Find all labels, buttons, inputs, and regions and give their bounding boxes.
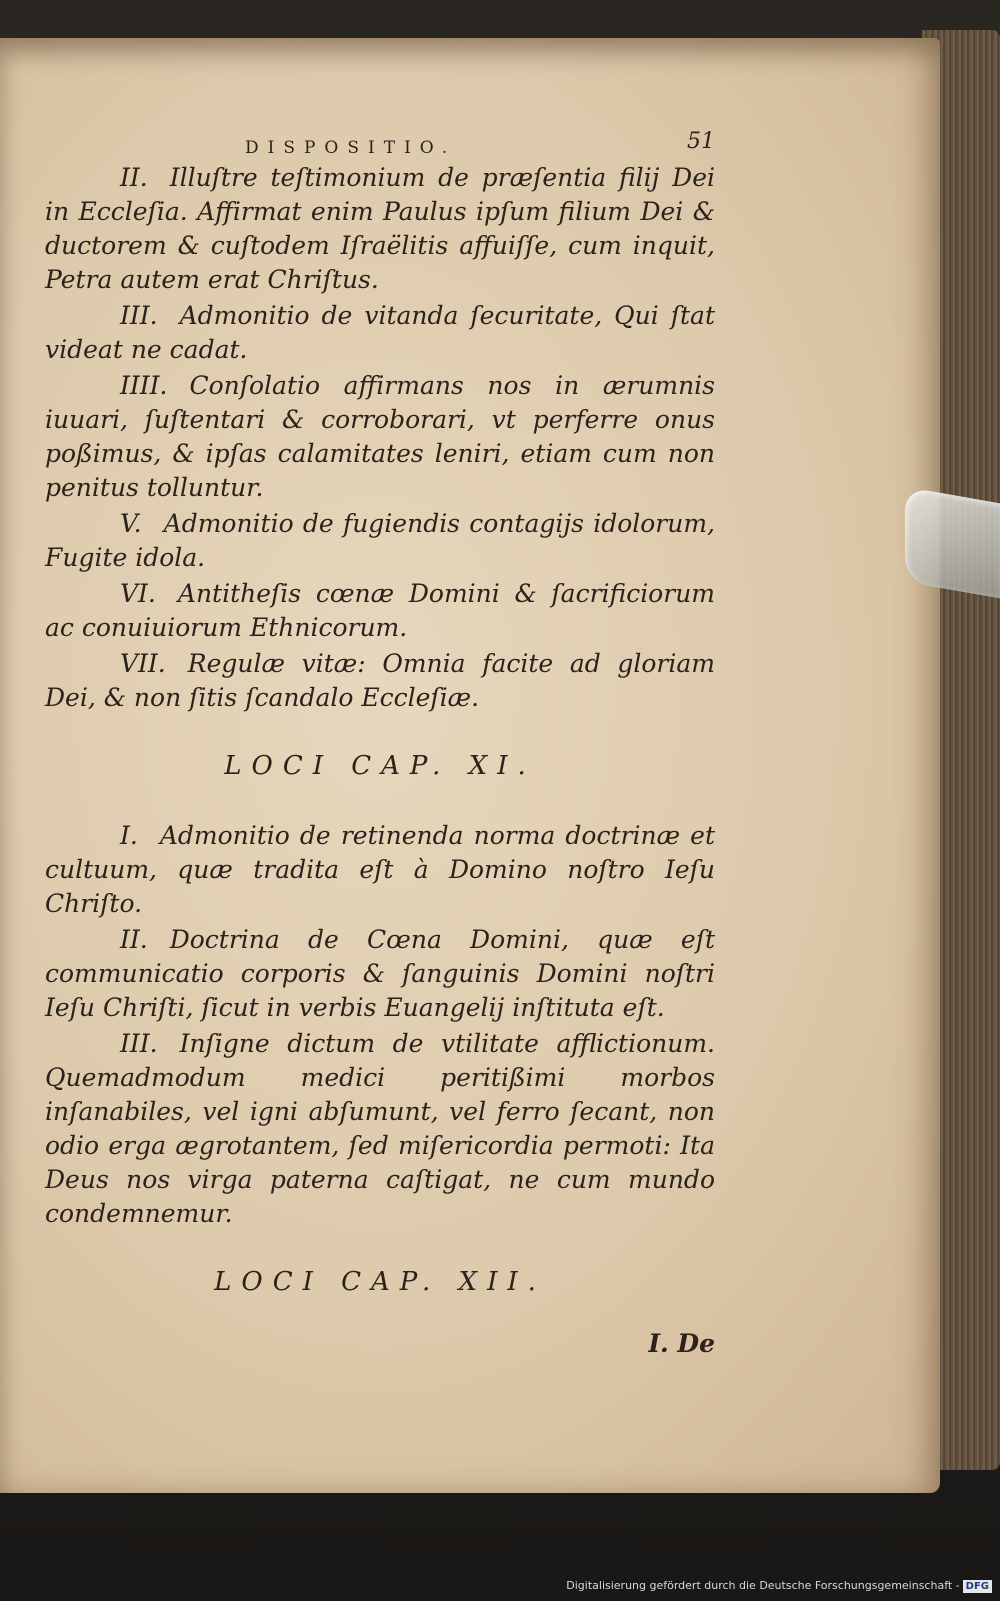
entry-text: Doctrina de Cœna Domini, quæ eſt communicatio corporis & ſanguinis Domini noſtri Ieſu Chriſti, ſicut in verbis Euangelij inſtituta eſt. xyxy=(45,925,715,1022)
entry-number: VII. xyxy=(120,649,166,678)
entry-text: Admonitio de fugiendis contagijs idolorum, Fugite idola. xyxy=(45,509,715,572)
list-item xyxy=(45,161,715,297)
page-text xyxy=(45,125,715,1361)
entry-text: Inſigne dictum de vtilitate afflictionum. Quemadmodum medici peritißimi morbos inſanabiles, vel igni abſumunt, vel ferro ſecant, non odio erga ægrotantem, ſed miſericordia permoti: Ita Deus nos virga paterna caſtigat, ne cum mundo condemnemur. xyxy=(45,1029,715,1228)
entry-number: II. xyxy=(120,925,148,954)
entry-number: I. xyxy=(120,821,138,850)
digitization-credit xyxy=(0,1579,992,1593)
catchword: I. De xyxy=(648,1329,715,1358)
section-chapter-10 xyxy=(45,161,715,715)
entry-text: Admonitio de vitanda ſecuritate, Qui ſtat videat ne cadat. xyxy=(45,301,715,364)
list-item xyxy=(45,507,715,575)
chapter-heading-12: LOCI CAP. XII. xyxy=(214,1267,546,1297)
list-item xyxy=(45,299,715,367)
dfg-logo: DFG xyxy=(963,1580,992,1593)
entry-number: V. xyxy=(120,509,142,538)
page-number: 51 xyxy=(687,129,715,154)
entry-number: III. xyxy=(120,301,158,330)
list-item xyxy=(45,647,715,715)
entry-number: III. xyxy=(120,1029,158,1058)
running-head-title: DISPOSITIO. xyxy=(245,138,457,158)
credit-text: Digitalisierung gefördert durch die Deutsche Forschungsgemeinschaft - xyxy=(566,1579,960,1592)
list-item xyxy=(45,1027,715,1231)
section-chapter-11 xyxy=(45,819,715,1231)
list-item xyxy=(45,577,715,645)
entry-text: Conſolatio affirmans nos in ærumnis iuuari, ſuſtentari & corroborari, vt perferre onus poßimus, & ipſas calamitates leniri, etiam cum non penitus tolluntur. xyxy=(45,371,715,502)
entry-number: IIII. xyxy=(120,371,168,400)
entry-text: Antitheſis cœnæ Domini & ſacrificiorum ac conuiuiorum Ethnicorum. xyxy=(45,579,715,642)
running-head xyxy=(45,125,715,161)
list-item xyxy=(45,369,715,505)
list-item xyxy=(45,819,715,921)
entry-text: Admonitio de retinenda norma doctrinæ et cultuum, quæ tradita eſt à Domino noſtro Ieſu Chriſto. xyxy=(45,821,715,918)
page-clip xyxy=(905,487,1000,599)
entry-text: Illuſtre teſtimonium de præſentia filij Dei in Eccleſia. Affirmat enim Paulus ipſum filium Dei & ductorem & cuſtodem Iſraëlitis affuiſſe, cum inquit, Petra autem erat Chriſtus. xyxy=(45,163,715,294)
entry-text: Regulæ vitæ: Omnia facite ad gloriam Dei, & non ſitis ſcandalo Eccleſiæ. xyxy=(45,649,715,712)
list-item xyxy=(45,923,715,1025)
chapter-heading-11: LOCI CAP. XI. xyxy=(224,751,536,781)
entry-number: VI. xyxy=(120,579,156,608)
entry-number: II. xyxy=(120,163,148,192)
